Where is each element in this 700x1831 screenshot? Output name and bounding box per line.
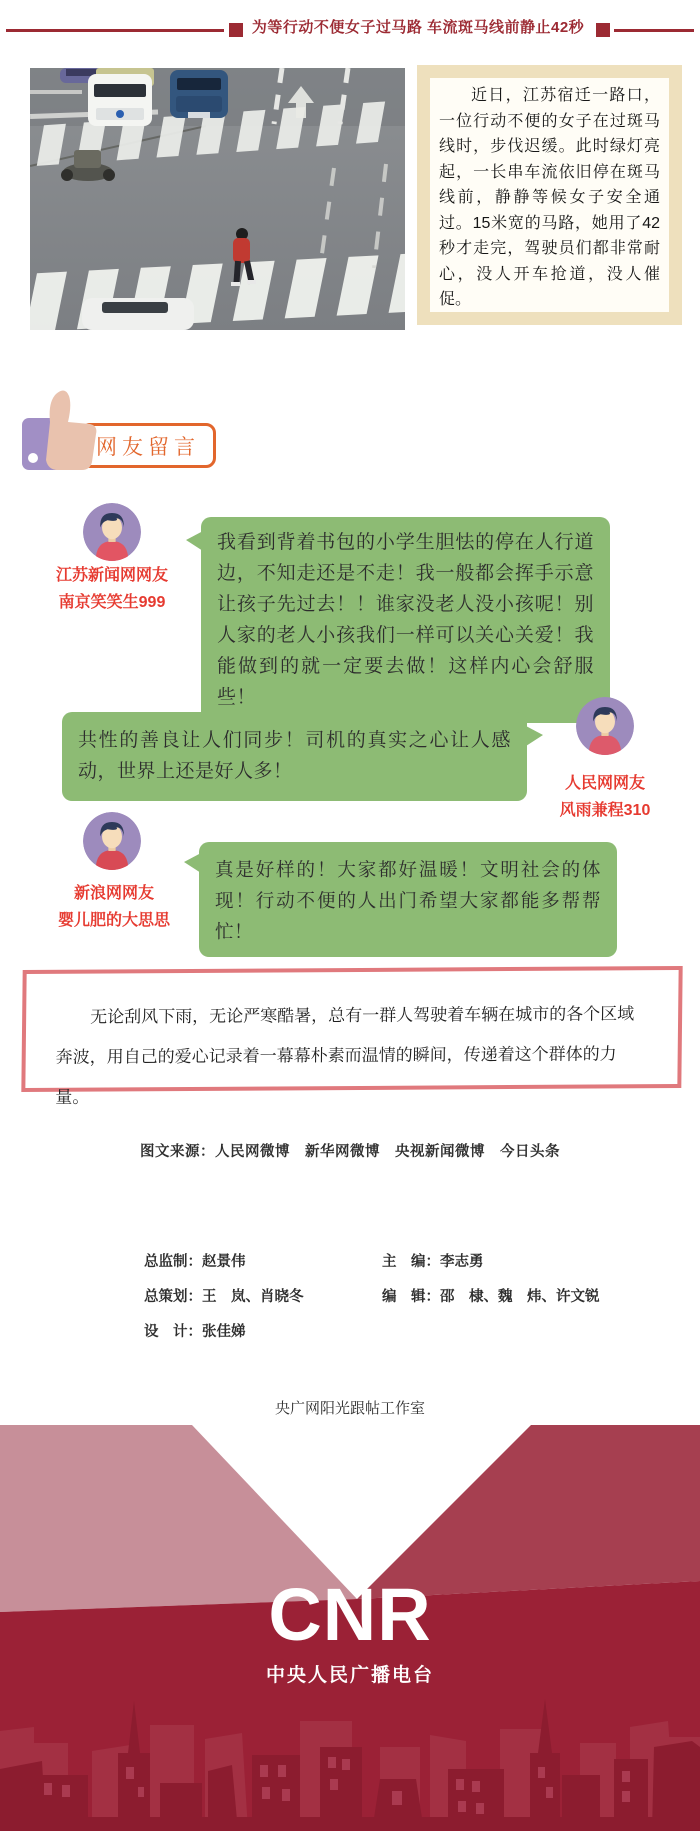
thumbs-up-icon — [16, 388, 98, 477]
avatar — [83, 503, 141, 566]
commenter-source: 人民网网友 — [564, 775, 645, 792]
sources-line: 图文来源：人民网微博 新华网微博 央视新闻微博 今日头条 — [140, 1144, 560, 1160]
comments-header-label: 网友留言 — [96, 435, 200, 459]
avatar — [83, 812, 141, 875]
page-title: 为等行动不便女子过马路 车流斑马线前静止42秒 — [251, 19, 585, 36]
white-car — [82, 298, 194, 330]
commenter-nickname: 南京笑笑生999 — [58, 594, 166, 611]
comment-bubble — [62, 712, 527, 801]
article-box — [417, 65, 682, 325]
commenter-nickname: 婴儿肥的大思思 — [57, 912, 170, 929]
credit-planner: 总策划：王 岚、肖晓冬 — [144, 1289, 304, 1305]
title-decor-line-left — [6, 29, 224, 32]
title-decor-line-right — [614, 29, 694, 32]
title-decor-square-left — [229, 23, 243, 37]
commenter-name — [514, 770, 696, 824]
comment-text: 我看到背着书包的小学生胆怯的停在人行道边，不知走还是不走！我一般都会挥手示意让孩子先过去！！谁家没老人没小孩呢！别人家的老人小孩我们一样可以关心关爱！我能做到的就一定要去做！这样内心会舒服些！ — [217, 532, 594, 708]
article-text: 近日，江苏宿迁一路口，一位行动不便的女子在过斑马线时，步伐迟缓。此时绿灯亮起，一长串车流依旧停在斑马线前，静静等候女子安全通过。15米宽的马路，她用了42秒才走完，驾驶员们都非常耐心，没人开车抢道，没人催促。 — [439, 87, 660, 308]
closing-note-text: 无论刮风下雨，无论严寒酷暑，总有一群人驾驶着车辆在城市的各个区域奔波，用自己的爱心记录着一幕幕朴素而温情的瞬间，传递着这个群体的力量。 — [55, 1004, 635, 1107]
commenter-source: 江苏新闻网网友 — [55, 567, 168, 584]
credit-designer: 设 计：张佳娣 — [144, 1324, 246, 1340]
comments-header-tag — [80, 423, 216, 468]
credit-editors: 编 辑：邵 棣、魏 炜、许文锐 — [382, 1289, 600, 1305]
credit-supervisor: 总监制：赵景伟 — [144, 1254, 246, 1270]
studio-line: 央广网阳光跟帖工作室 — [274, 1400, 425, 1417]
commenter-name — [21, 562, 203, 616]
title-decor-square-right — [596, 23, 610, 37]
comment-text: 共性的善良让人们同步！司机的真实之心让人感动，世界上还是好人多！ — [78, 730, 511, 782]
bubble-tail — [526, 726, 543, 746]
commenter-nickname: 风雨兼程310 — [559, 802, 651, 819]
comment-bubble — [199, 842, 617, 957]
commenter-source: 新浪网网友 — [73, 885, 154, 902]
avatar — [576, 697, 634, 760]
cnr-org-name: 中央人民广播电台 — [265, 1665, 434, 1686]
crosswalk-scene — [30, 68, 405, 330]
comment-bubble — [201, 517, 610, 723]
credit-chief-editor: 主 编：李志勇 — [382, 1254, 484, 1270]
closing-note-box — [21, 966, 682, 1107]
cnr-logo: CNR — [268, 1573, 432, 1656]
traffic-photo — [30, 68, 405, 330]
comment-text: 真是好样的！大家都好温暖！文明社会的体现！行动不便的人出门希望大家都能多帮帮忙！ — [215, 859, 601, 942]
commenter-name — [21, 880, 207, 934]
